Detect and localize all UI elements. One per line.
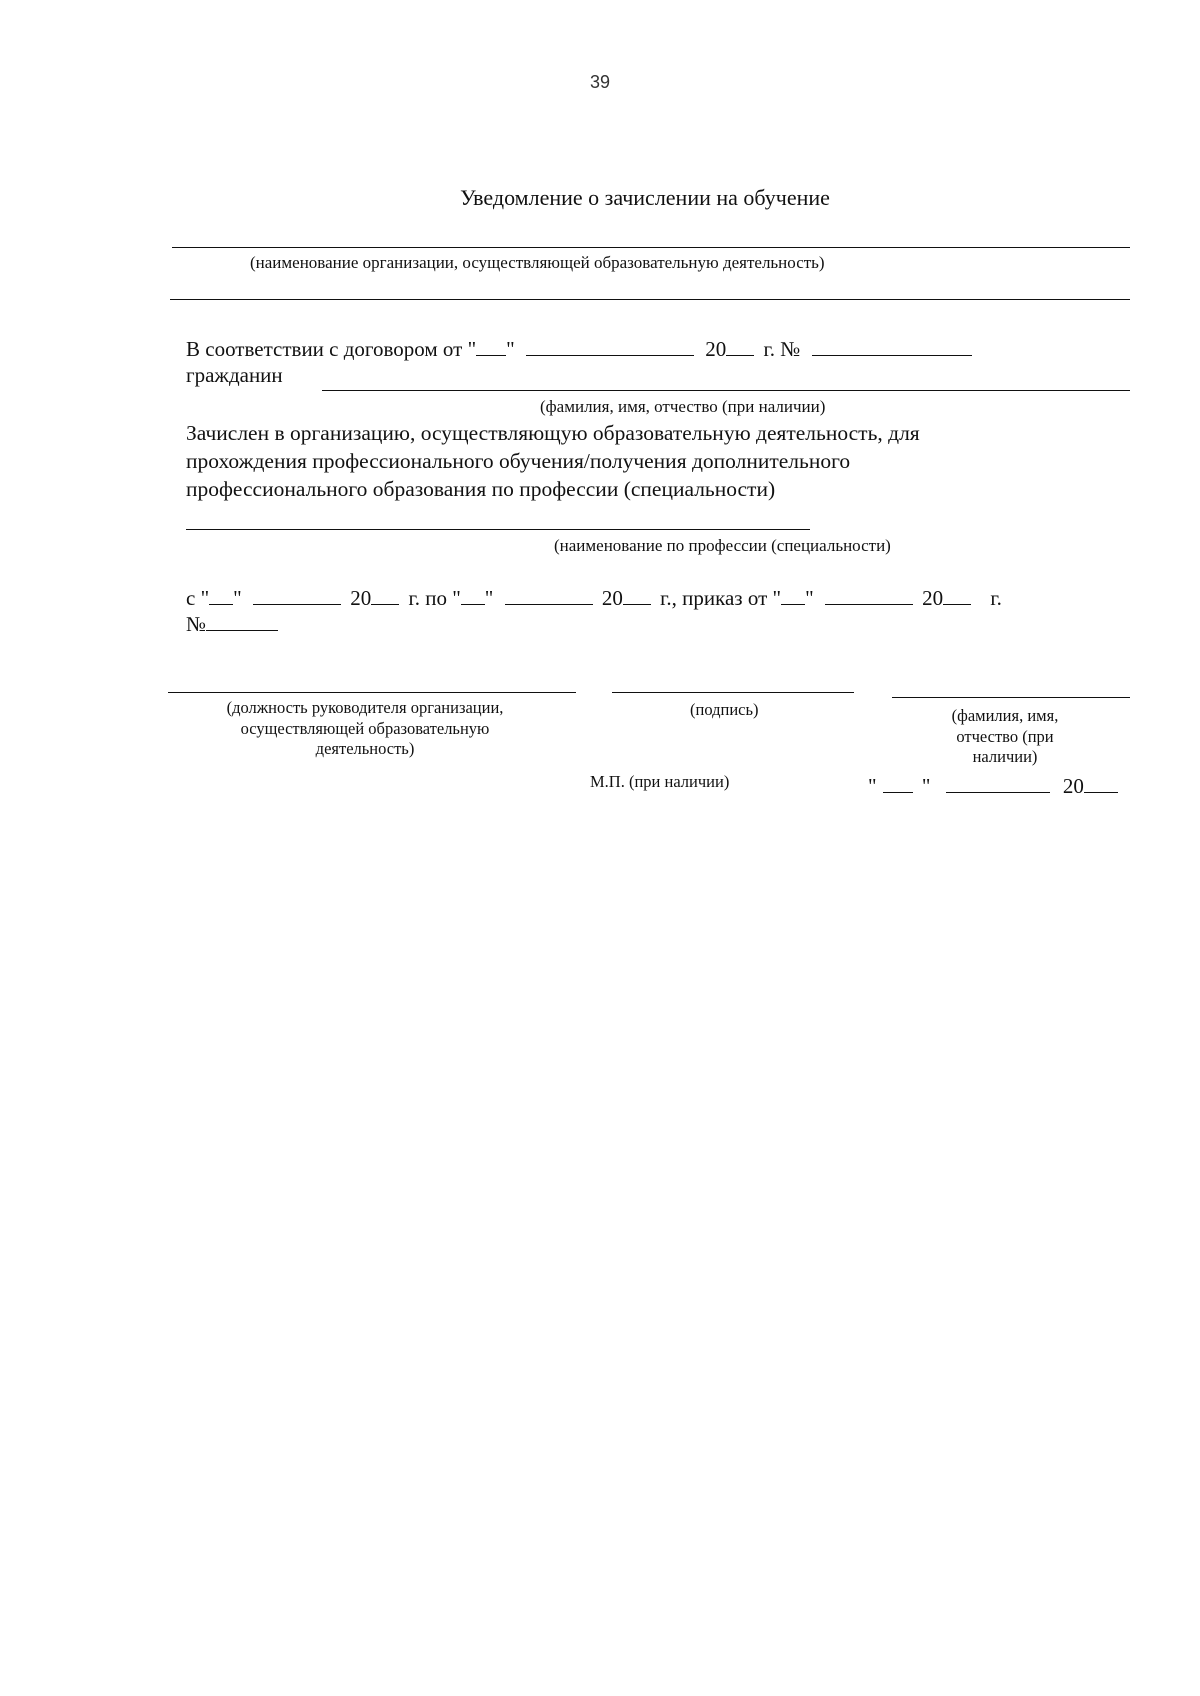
sign-date: [868, 774, 1118, 799]
order-number: [186, 612, 278, 637]
period-from-prefix: с ": [186, 586, 210, 610]
period-to-year-field[interactable]: [623, 586, 651, 605]
quote-mark: ": [921, 774, 931, 798]
full-name-line[interactable]: [892, 697, 1130, 698]
quote-mark: ": [805, 586, 814, 610]
quote-mark: ": [233, 586, 242, 610]
period-to-prefix: г. по ": [408, 586, 461, 610]
stamp-label: М.П. (при наличии): [590, 772, 730, 791]
contract-year-prefix: 20: [705, 337, 727, 361]
order-year-prefix: 20: [922, 586, 944, 610]
contract-prefix: В соответствии с договором от ": [186, 337, 477, 361]
period-to-day-field[interactable]: [461, 586, 485, 605]
contract-year-field[interactable]: [726, 337, 754, 356]
quote-mark: ": [484, 586, 494, 610]
order-number-field[interactable]: [206, 612, 278, 631]
contract-quote-close: ": [506, 337, 515, 361]
order-year-field[interactable]: [943, 586, 971, 605]
document-title: Уведомление о зачислении на обучение: [460, 185, 830, 210]
period-from-month-field[interactable]: [253, 586, 341, 605]
profession-caption: (наименование по профессии (специальности): [554, 536, 891, 555]
page-number: 39: [589, 72, 611, 92]
citizen-label: гражданин: [186, 363, 283, 387]
order-year-suffix: г.: [990, 586, 1002, 610]
enrollment-line: прохождения профессионального обучения/получения дополнительного: [186, 449, 851, 473]
period-from-year-field[interactable]: [371, 586, 399, 605]
contract-day-field[interactable]: [476, 337, 506, 356]
position-line[interactable]: [168, 692, 576, 693]
sign-date-year-field[interactable]: [1084, 774, 1118, 793]
order-day-field[interactable]: [781, 586, 805, 605]
citizen-name-caption: (фамилия, имя, отчество (при наличии): [540, 397, 826, 416]
quote-mark: ": [868, 774, 877, 798]
contract-month-field[interactable]: [526, 337, 694, 356]
period-line: [186, 586, 1002, 611]
order-month-field[interactable]: [825, 586, 913, 605]
signature-line[interactable]: [612, 692, 854, 693]
period-to-year-prefix: 20: [601, 586, 623, 610]
sign-date-year-prefix: 20: [1062, 774, 1084, 798]
citizen-name-line[interactable]: [322, 390, 1130, 391]
signature-caption: (подпись): [690, 700, 759, 719]
enrollment-line: Зачислен в организацию, осуществляющую образовательную деятельность, для: [186, 421, 920, 445]
org-name-caption: (наименование организации, осуществляющей образовательную деятельность): [250, 253, 825, 272]
period-to-month-field[interactable]: [505, 586, 593, 605]
order-prefix: г., приказ от ": [660, 586, 782, 610]
sign-date-day-field[interactable]: [883, 774, 913, 793]
period-from-day-field[interactable]: [209, 586, 233, 605]
period-from-year-prefix: 20: [350, 586, 372, 610]
profession-line[interactable]: [186, 529, 810, 530]
org-name-line-1[interactable]: [172, 247, 1130, 248]
contract-number-field[interactable]: [812, 337, 972, 356]
contract-line: [186, 337, 972, 362]
sign-date-month-field[interactable]: [946, 774, 1050, 793]
org-name-line-2[interactable]: [170, 299, 1130, 300]
enrollment-line: профессионального образования по профессии (специальности): [186, 477, 776, 501]
position-caption: (должность руководителя организации, осуществляющей образовательную деятельность): [226, 698, 504, 759]
enrollment-text: [186, 419, 920, 503]
full-name-caption: (фамилия, имя, отчество (при наличии): [951, 706, 1059, 767]
contract-year-suffix: г. №: [763, 337, 801, 361]
order-number-sign: №: [186, 612, 207, 636]
